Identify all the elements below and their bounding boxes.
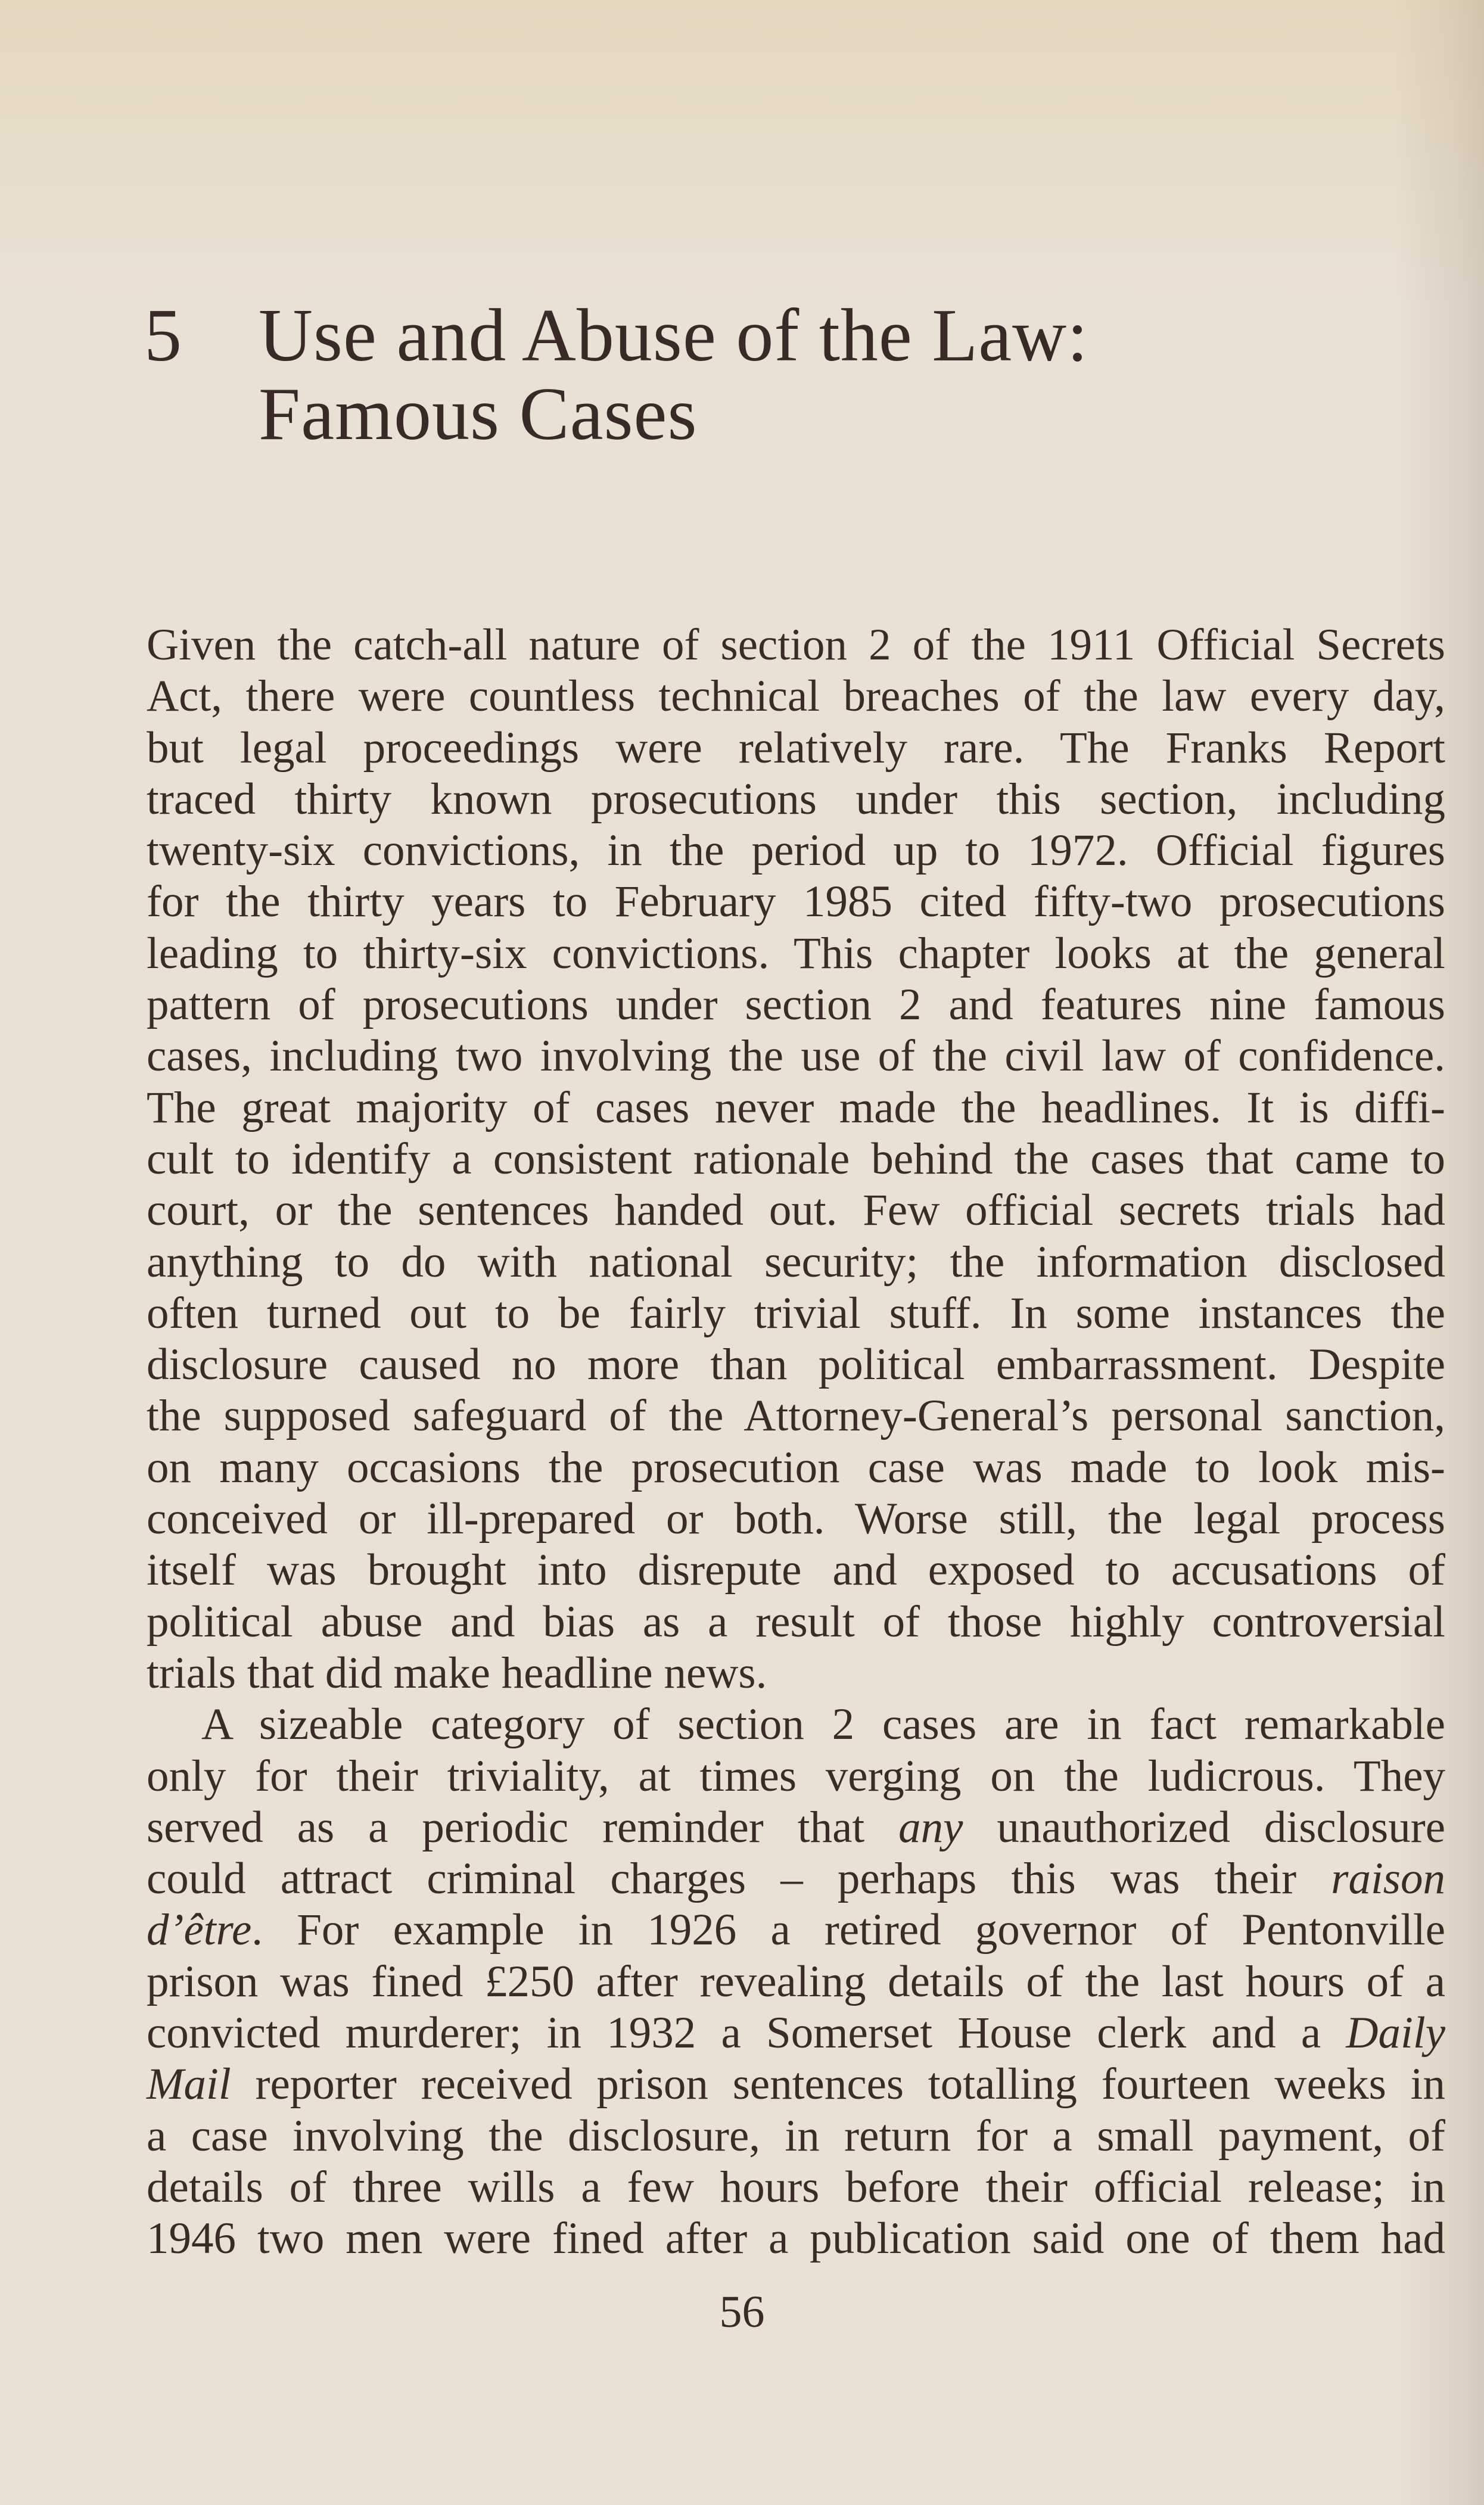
- text-line: [147, 1597, 1445, 1648]
- text-line: [147, 2059, 1445, 2110]
- chapter-title-line: Use and Abuse of the Law:: [259, 294, 1089, 377]
- text-line: [147, 620, 1445, 671]
- text-line: [147, 1493, 1445, 1545]
- text-run: details of three wills a few hours before their official release; in: [147, 2162, 1445, 2212]
- text-run: the supposed safeguard of the Attorney-General’s personal sanction,: [147, 1391, 1445, 1441]
- text-line: [147, 774, 1445, 825]
- text-line: [147, 2111, 1445, 2162]
- text-line: [147, 671, 1445, 722]
- italic-text: Daily: [1346, 2008, 1445, 2058]
- paragraph: [147, 1699, 1445, 2264]
- chapter-title-line: Famous Cases: [259, 373, 698, 456]
- text-run: but legal proceedings were relatively rare. The Franks Report: [147, 723, 1445, 773]
- text-line: [147, 876, 1445, 928]
- text-run: The great majority of cases never made the headlines. It is diffi-: [147, 1082, 1445, 1132]
- text-run: prison was fined £250 after revealing details of the last hours of a: [147, 1956, 1445, 2006]
- text-run: for the thirty years to February 1985 cited fifty-two prosecutions: [147, 877, 1445, 927]
- chapter-title: [259, 294, 1089, 456]
- text-line: [147, 1185, 1445, 1236]
- italic-text: d’être: [147, 1905, 252, 1955]
- text-run: Given the catch-all nature of section 2 of the 1911 Official Secrets: [147, 620, 1445, 670]
- text-line: [147, 1442, 1445, 1493]
- text-run: Act, there were countless technical breaches of the law every day,: [147, 671, 1445, 721]
- chapter-number: 5: [144, 294, 182, 377]
- text-run: anything to do with national security; the information disclosed: [147, 1237, 1445, 1287]
- text-run: leading to thirty-six convictions. This chapter looks at the general: [147, 928, 1445, 978]
- text-run: on many occasions the prosecution case was made to look mis-: [147, 1442, 1445, 1492]
- text-run: reporter received prison sentences totalling fourteen weeks in: [231, 2059, 1445, 2109]
- text-line: [147, 1082, 1445, 1134]
- text-run: twenty-six convictions, in the period up to 1972. Official figures: [147, 826, 1445, 876]
- text-run: a case involving the disclosure, in return for a small payment, of: [147, 2111, 1445, 2161]
- text-line: [147, 1956, 1445, 2008]
- text-run: cases, including two involving the use of the civil law of confidence.: [147, 1031, 1445, 1081]
- text-line: [147, 928, 1445, 979]
- paragraph: [147, 620, 1445, 1699]
- text-line: [147, 723, 1445, 774]
- text-run: pattern of prosecutions under section 2 and features nine famous: [147, 980, 1445, 1030]
- text-run: unauthorized disclosure: [963, 1802, 1445, 1852]
- body-text: [147, 620, 1445, 2265]
- text-run: often turned out to be fairly trivial stuff. In some instances the: [147, 1288, 1445, 1338]
- text-run: . For example in 1926 a retired governor of Pentonville: [251, 1905, 1445, 1955]
- text-run: political abuse and bias as a result of those highly controversial: [147, 1597, 1445, 1647]
- text-run: 1946 two men were fined after a publication said one of them had: [147, 2214, 1445, 2264]
- text-line: [147, 979, 1445, 1031]
- text-line: [147, 2162, 1445, 2213]
- text-line: [147, 1751, 1445, 1802]
- text-line: [147, 1288, 1445, 1339]
- text-line: [147, 1237, 1445, 1288]
- text-line: [147, 1339, 1445, 1390]
- text-run: traced thirty known prosecutions under this section, including: [147, 774, 1445, 824]
- page-number: 56: [719, 2287, 765, 2337]
- text-line: [147, 1648, 1445, 1699]
- text-line: [147, 1545, 1445, 1596]
- text-run: court, or the sentences handed out. Few official secrets trials had: [147, 1185, 1445, 1236]
- text-line: [147, 825, 1445, 876]
- text-line: [147, 1905, 1445, 1956]
- text-line: [147, 1853, 1445, 1905]
- text-line: [147, 1134, 1445, 1185]
- text-line: [147, 2213, 1445, 2264]
- text-run: served as a periodic reminder that: [147, 1802, 899, 1852]
- text-line: [147, 1802, 1445, 1853]
- text-run: could attract criminal charges – perhaps this was their: [147, 1854, 1331, 1904]
- text-line: [147, 1699, 1445, 1750]
- text-run: only for their triviality, at times verging on the ludicrous. They: [147, 1751, 1445, 1801]
- text-run: itself was brought into disrepute and exposed to accusations of: [147, 1545, 1445, 1595]
- text-run: convicted murderer; in 1932 a Somerset House clerk and a: [147, 2008, 1346, 2058]
- text-line: [147, 2008, 1445, 2059]
- text-run: trials that did make headline news.: [147, 1648, 767, 1698]
- text-run: cult to identify a consistent rationale behind the cases that came to: [147, 1134, 1445, 1184]
- italic-text: Mail: [147, 2059, 231, 2109]
- text-run: conceived or ill-prepared or both. Worse still, the legal process: [147, 1494, 1445, 1544]
- italic-text: any: [898, 1802, 963, 1852]
- text-run: disclosure caused no more than political embarrassment. Despite: [147, 1340, 1445, 1390]
- text-run: A sizeable category of section 2 cases are in fact remarkable: [201, 1700, 1445, 1750]
- italic-text: raison: [1331, 1854, 1445, 1904]
- text-line: [147, 1390, 1445, 1442]
- text-line: [147, 1031, 1445, 1082]
